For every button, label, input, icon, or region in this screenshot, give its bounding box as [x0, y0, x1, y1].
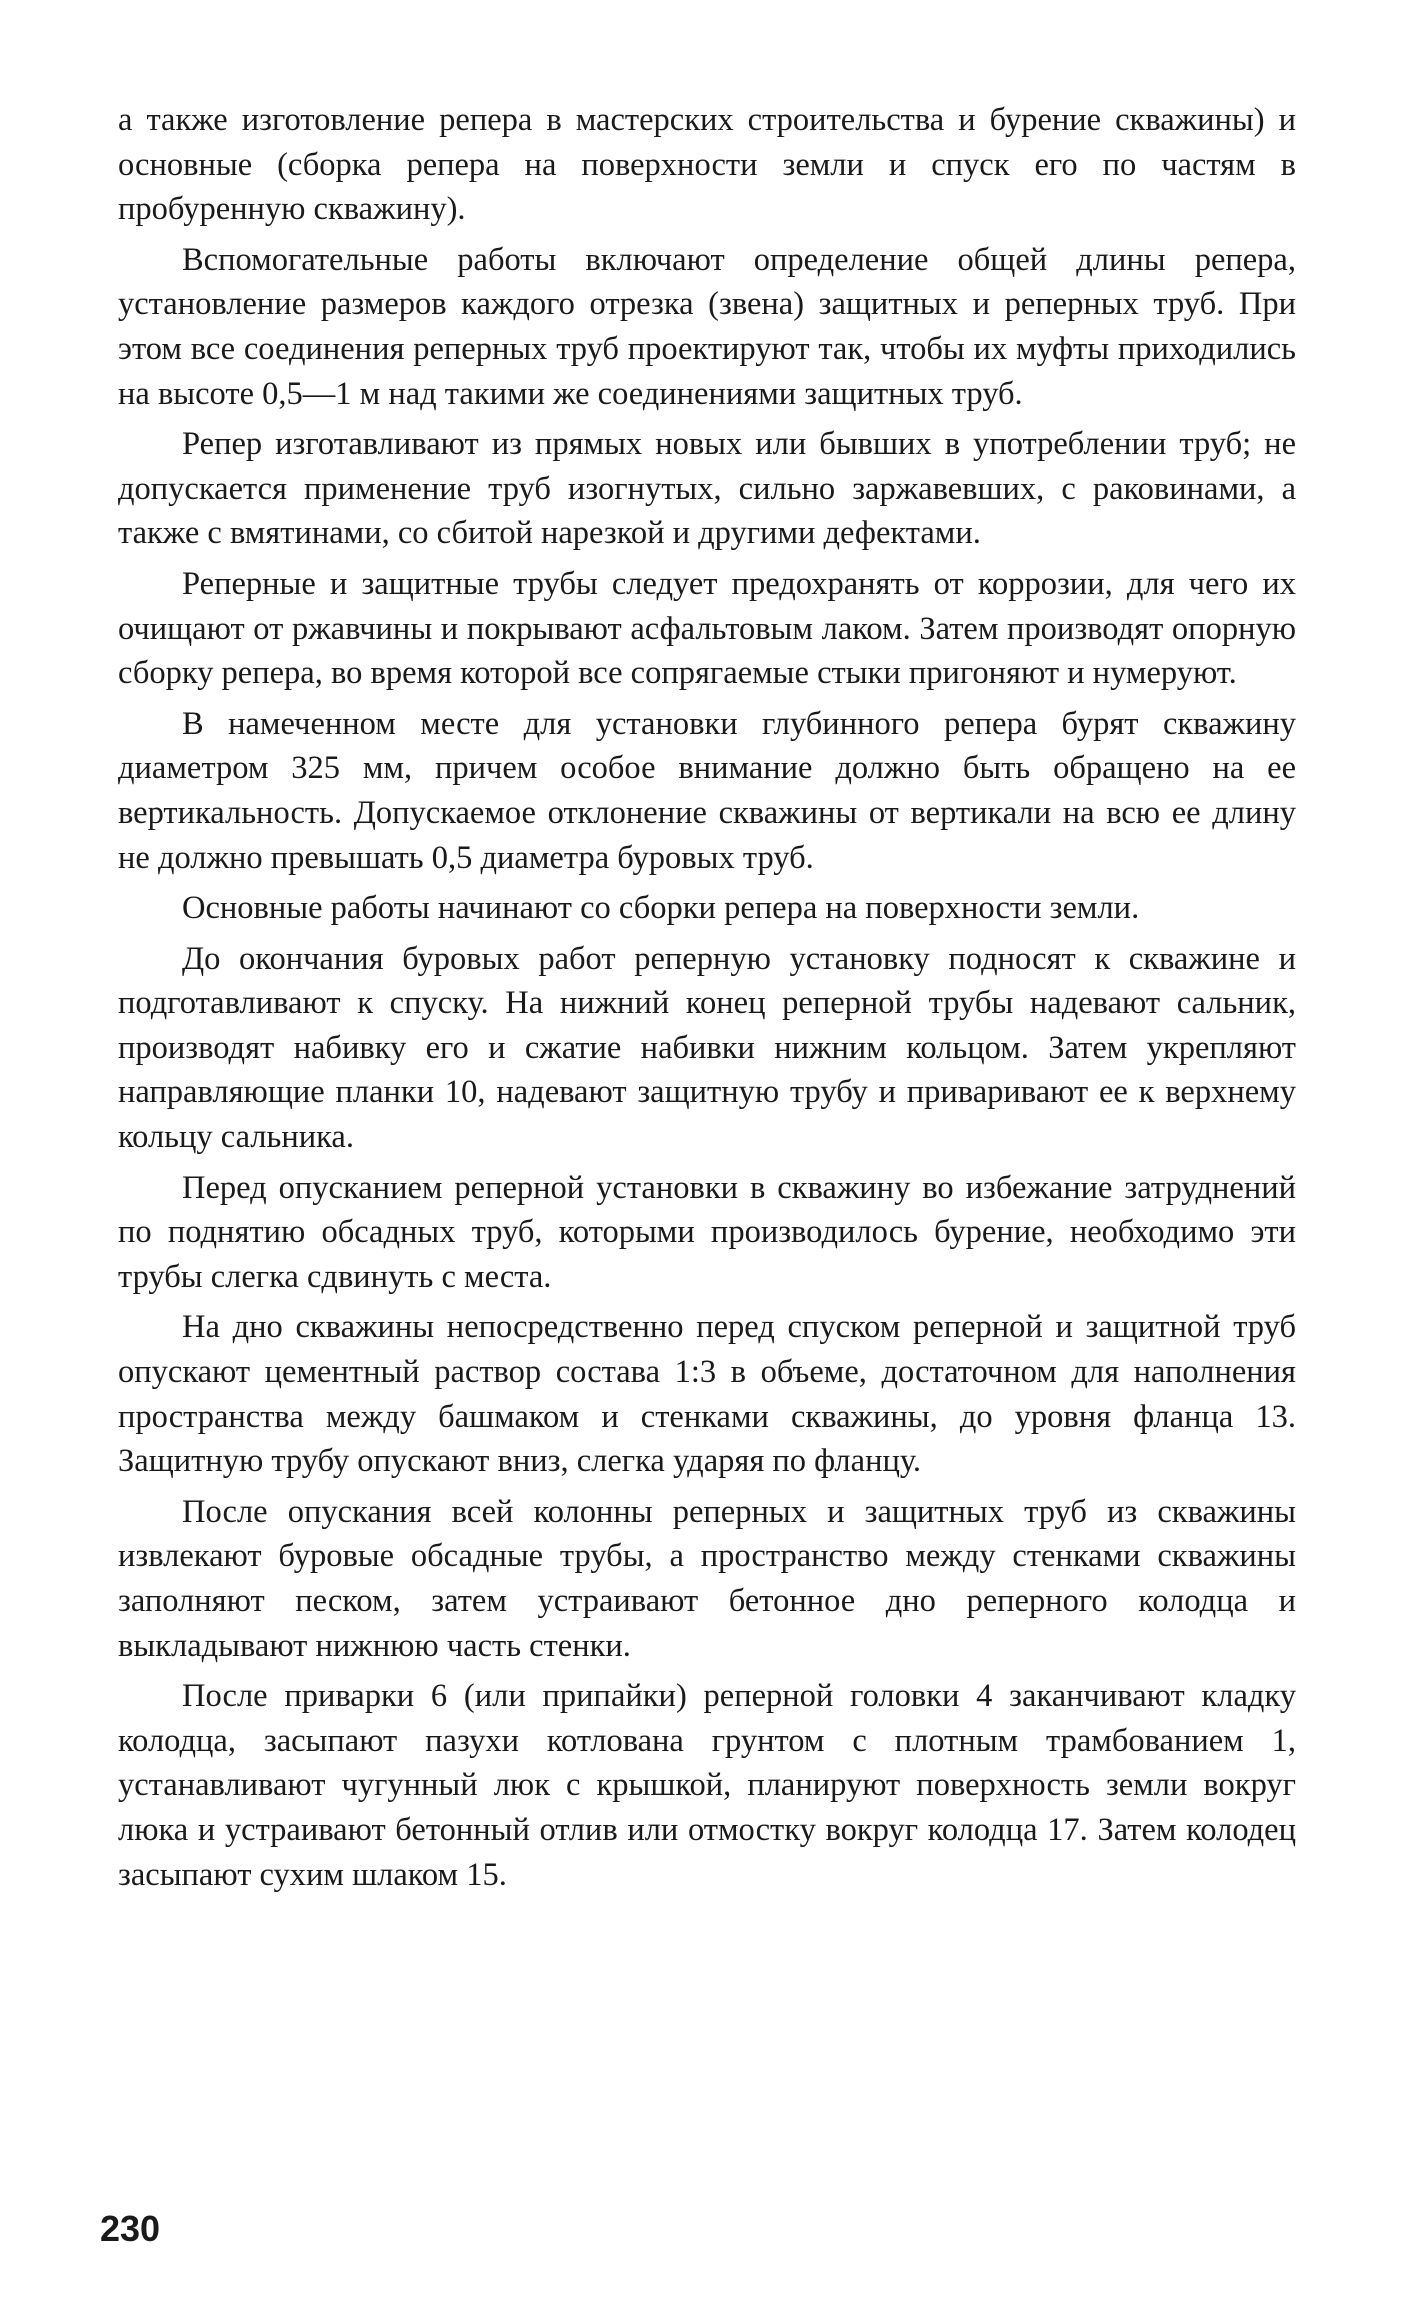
paragraph-2: Вспомогательные работы включают определение общей длины репера, установление размеров каждого отрезка (звена) защитных и реперных труб. При этом все соединения реперных труб проектируют так, чтобы их муфты приходились на высоте 0,5—1 м над такими же соединениями защитных труб. [118, 241, 1296, 412]
paragraph-10: После опускания всей колонны реперных и защитных труб из скважины извлекают буровые обсадные трубы, а пространство между стенками скважины заполняют песком, затем устраивают бетонное дно реперного колодца и выкладывают нижнюю часть стенки. [118, 1493, 1296, 1664]
paragraph-4: Реперные и защитные трубы следует предохранять от коррозии, для чего их очищают от ржавчины и покрывают асфальтовым лаком. Затем производят опорную сборку репера, во время которой все сопрягаемые стыки пригоняют и нумеруют. [118, 565, 1296, 692]
paragraph-11: После приварки 6 (или припайки) реперной головки 4 заканчивают кладку колодца, засыпают пазухи котлована грунтом с плотным трамбованием 1, устанавливают чугунный люк с крышкой, планируют поверхность земли вокруг люка и устраивают бетонный отлив или отмостку вокруг колодца 17. Затем колодец засыпают сухим шлаком 15. [118, 1678, 1296, 1893]
paragraph-7: До окончания буровых работ реперную установку подносят к скважине и подготавливают к спуску. На нижний конец реперной трубы надевают сальник, производят набивку его и сжатие набивки нижним кольцом. Затем укрепляют направляющие планки 10, надевают защитную трубу и приваривают ее к верхнему кольцу сальника. [118, 940, 1296, 1156]
paragraph-3: Репер изготавливают из прямых новых или бывших в употреблении труб; не допускается применение труб изогнутых, сильно заржавевших, с раковинами, а также с вмятинами, со сбитой нарезкой и другими дефектами. [118, 426, 1296, 552]
page-number: 230 [100, 2208, 161, 2249]
paragraph-8: Перед опусканием реперной установки в скважину во избежание затруднений по поднятию обсадных труб, которыми производилось бурение, необходимо эти трубы слегка сдвинуть с места. [118, 1169, 1296, 1295]
paragraph-9: На дно скважины непосредственно перед спуском реперной и защитной труб опускают цементный раствор состава 1:3 в объеме, достаточном для наполнения пространства между башмаком и стенками скважины, до уровня фланца 13. Защитную трубу опускают вниз, слегка ударяя по фланцу. [118, 1309, 1296, 1480]
paragraph-6: Основные работы начинают со сборки репера на поверхности земли. [182, 890, 1140, 927]
paragraph-5: В намеченном месте для установки глубинного репера бурят скважину диаметром 325 мм, причем особое внимание должно быть обращено на ее вертикальность. Допускаемое отклонение скважины от вертикали на всю ее длину не должно превышать 0,5 диаметра буровых труб. [118, 705, 1296, 876]
paragraph-1: а также изготовление репера в мастерских строительства и бурение скважины) и основные (сборка репера на поверхности земли и спуск его по частям в пробуренную скважину). [118, 102, 1296, 228]
page-body [118, 98, 1296, 1903]
